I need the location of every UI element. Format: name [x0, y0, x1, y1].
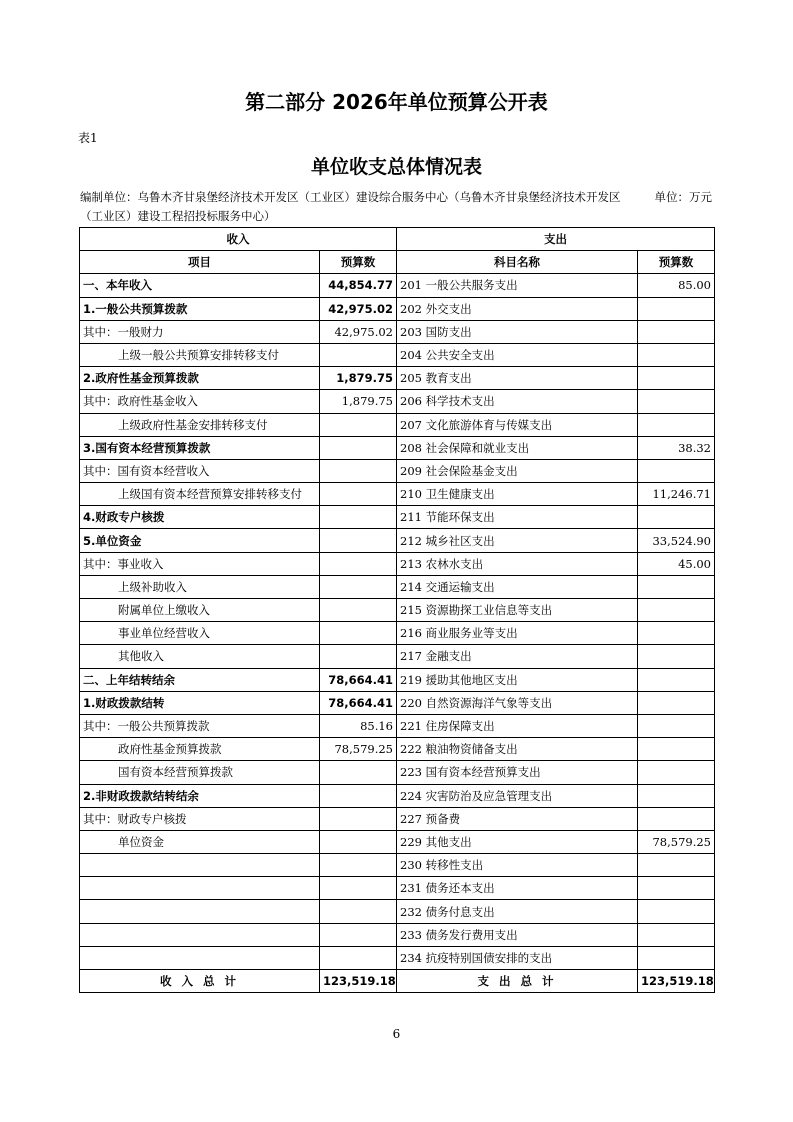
table-row — [80, 645, 715, 668]
expense-item: 223 国有资本经营预算支出 — [397, 761, 638, 784]
expense-value — [638, 738, 715, 761]
page-title: 第二部分 2026年单位预算公开表 — [245, 90, 548, 114]
income-value: 42,975.02 — [320, 320, 397, 343]
table-row — [80, 529, 715, 552]
expense-item: 204 公共安全支出 — [397, 343, 638, 366]
expense-item: 210 卫生健康支出 — [397, 483, 638, 506]
income-value — [320, 784, 397, 807]
expense-value — [638, 784, 715, 807]
expense-item: 215 资源勘探工业信息等支出 — [397, 599, 638, 622]
income-value: 44,854.77 — [320, 274, 397, 297]
income-value — [320, 506, 397, 529]
table-row — [80, 877, 715, 900]
expense-item: 212 城乡社区支出 — [397, 529, 638, 552]
expense-value — [638, 390, 715, 413]
expense-value — [638, 854, 715, 877]
table-row — [80, 946, 715, 969]
income-item — [80, 946, 320, 969]
expense-value — [638, 946, 715, 969]
table-row — [80, 900, 715, 923]
expense-item: 208 社会保障和就业支出 — [397, 436, 638, 459]
budget-table — [79, 227, 715, 993]
income-value — [320, 877, 397, 900]
expense-value — [638, 761, 715, 784]
income-item: 其中：事业收入 — [80, 552, 320, 575]
income-total-label: 收 入 总 计 — [80, 970, 320, 993]
expense-value: 85.00 — [638, 274, 715, 297]
table-row — [80, 274, 715, 297]
table-row — [80, 923, 715, 946]
table-row — [80, 552, 715, 575]
income-item: 其中：财政专户核拨 — [80, 807, 320, 830]
table-row — [80, 459, 715, 482]
expense-item: 214 交通运输支出 — [397, 575, 638, 598]
income-value — [320, 552, 397, 575]
expense-item: 209 社会保险基金支出 — [397, 459, 638, 482]
expense-item: 219 援助其他地区支出 — [397, 668, 638, 691]
income-value: 85.16 — [320, 714, 397, 737]
income-value: 78,664.41 — [320, 691, 397, 714]
income-value — [320, 807, 397, 830]
expense-value — [638, 506, 715, 529]
income-item: 其中：一般公共预算拨款 — [80, 714, 320, 737]
expense-value: 38.32 — [638, 436, 715, 459]
income-value — [320, 599, 397, 622]
income-item: 二、上年结转结余 — [80, 668, 320, 691]
expense-value — [638, 367, 715, 390]
expense-item: 216 商业服务业等支出 — [397, 622, 638, 645]
expense-value — [638, 714, 715, 737]
header-budget: 预算数 — [320, 251, 397, 274]
expense-value — [638, 923, 715, 946]
expense-item: 222 粮油物资储备支出 — [397, 738, 638, 761]
table-row — [80, 854, 715, 877]
expense-value: 78,579.25 — [638, 830, 715, 853]
income-value — [320, 854, 397, 877]
expense-item: 206 科学技术支出 — [397, 390, 638, 413]
income-item: 1.一般公共预算拨款 — [80, 297, 320, 320]
income-item: 单位资金 — [80, 830, 320, 853]
income-total-value: 123,519.18 — [320, 970, 397, 993]
table-row — [80, 784, 715, 807]
income-item: 政府性基金预算拨款 — [80, 738, 320, 761]
table-row — [80, 483, 715, 506]
expense-item: 202 外交支出 — [397, 297, 638, 320]
income-item: 其他收入 — [80, 645, 320, 668]
income-value — [320, 436, 397, 459]
income-value: 78,664.41 — [320, 668, 397, 691]
header-subject: 科目名称 — [397, 251, 638, 274]
expense-value — [638, 297, 715, 320]
table-row — [80, 320, 715, 343]
income-value — [320, 645, 397, 668]
income-item: 国有资本经营预算拨款 — [80, 761, 320, 784]
table-row — [80, 807, 715, 830]
table-row — [80, 761, 715, 784]
expense-item: 230 转移性支出 — [397, 854, 638, 877]
income-value — [320, 459, 397, 482]
table-number: 表1 — [78, 131, 98, 145]
table-row — [80, 830, 715, 853]
income-item: 上级一般公共预算安排转移支付 — [80, 343, 320, 366]
table-row — [80, 390, 715, 413]
expense-value — [638, 459, 715, 482]
income-value — [320, 575, 397, 598]
income-value — [320, 830, 397, 853]
income-item — [80, 854, 320, 877]
table-row — [80, 436, 715, 459]
expense-item: 229 其他支出 — [397, 830, 638, 853]
income-item: 其中：国有资本经营收入 — [80, 459, 320, 482]
table-row — [80, 343, 715, 366]
expense-value — [638, 599, 715, 622]
expense-item: 205 教育支出 — [397, 367, 638, 390]
expense-item: 207 文化旅游体育与传媒支出 — [397, 413, 638, 436]
income-value — [320, 761, 397, 784]
expense-value — [638, 343, 715, 366]
income-item: 其中：一般财力 — [80, 320, 320, 343]
expense-item: 233 债务发行费用支出 — [397, 923, 638, 946]
expense-total-label: 支 出 总 计 — [397, 970, 638, 993]
expense-item: 220 自然资源海洋气象等支出 — [397, 691, 638, 714]
income-item — [80, 923, 320, 946]
expense-value: 45.00 — [638, 552, 715, 575]
table-row — [80, 738, 715, 761]
income-item: 3.国有资本经营预算拨款 — [80, 436, 320, 459]
table-row — [80, 506, 715, 529]
income-value — [320, 900, 397, 923]
expense-item: 232 债务付息支出 — [397, 900, 638, 923]
income-value — [320, 483, 397, 506]
expense-value — [638, 622, 715, 645]
table-header-columns — [80, 251, 715, 274]
expense-item: 221 住房保障支出 — [397, 714, 638, 737]
expense-value: 33,524.90 — [638, 529, 715, 552]
income-value — [320, 529, 397, 552]
expense-item: 227 预备费 — [397, 807, 638, 830]
expense-value — [638, 807, 715, 830]
income-value: 42,975.02 — [320, 297, 397, 320]
expense-item: 203 国防支出 — [397, 320, 638, 343]
expense-item: 234 抗疫特别国债安排的支出 — [397, 946, 638, 969]
page-number: 6 — [392, 1027, 401, 1041]
income-item: 附属单位上缴收入 — [80, 599, 320, 622]
header-budget-expense: 预算数 — [638, 251, 715, 274]
header-expense: 支出 — [397, 228, 715, 251]
income-value: 78,579.25 — [320, 738, 397, 761]
table-row — [80, 413, 715, 436]
expense-item: 224 灾害防治及应急管理支出 — [397, 784, 638, 807]
income-item: 一、本年收入 — [80, 274, 320, 297]
expense-item: 211 节能环保支出 — [397, 506, 638, 529]
header-income: 收入 — [80, 228, 397, 251]
income-item — [80, 877, 320, 900]
expense-value — [638, 575, 715, 598]
income-value — [320, 923, 397, 946]
expense-value — [638, 668, 715, 691]
table-header-group — [80, 228, 715, 251]
unit-label: 单位：万元 — [654, 190, 712, 204]
expense-value — [638, 691, 715, 714]
header-item: 项目 — [80, 251, 320, 274]
table-row — [80, 668, 715, 691]
income-value — [320, 946, 397, 969]
table-row — [80, 367, 715, 390]
income-value — [320, 413, 397, 436]
table-row — [80, 691, 715, 714]
expense-value — [638, 877, 715, 900]
expense-item: 201 一般公共服务支出 — [397, 274, 638, 297]
income-value: 1,879.75 — [320, 390, 397, 413]
table-row — [80, 297, 715, 320]
income-item: 上级补助收入 — [80, 575, 320, 598]
income-item: 其中：政府性基金收入 — [80, 390, 320, 413]
income-item: 上级国有资本经营预算安排转移支付 — [80, 483, 320, 506]
expense-item: 213 农林水支出 — [397, 552, 638, 575]
income-item: 1.财政拨款结转 — [80, 691, 320, 714]
income-item: 事业单位经营收入 — [80, 622, 320, 645]
table-title: 单位收支总体情况表 — [310, 156, 482, 178]
income-item: 5.单位资金 — [80, 529, 320, 552]
income-item: 2.非财政拨款结转结余 — [80, 784, 320, 807]
expense-item: 231 债务还本支出 — [397, 877, 638, 900]
income-value — [320, 622, 397, 645]
income-item: 上级政府性基金安排转移支付 — [80, 413, 320, 436]
income-item: 2.政府性基金预算拨款 — [80, 367, 320, 390]
table-meta — [80, 188, 714, 226]
total-row — [80, 970, 715, 993]
income-value: 1,879.75 — [320, 367, 397, 390]
expense-item: 217 金融支出 — [397, 645, 638, 668]
expense-value: 11,246.71 — [638, 483, 715, 506]
income-item — [80, 900, 320, 923]
expense-value — [638, 645, 715, 668]
expense-value — [638, 900, 715, 923]
income-item: 4.财政专户核拨 — [80, 506, 320, 529]
table-row — [80, 714, 715, 737]
table-row — [80, 575, 715, 598]
org-label: 编制单位：乌鲁木齐甘泉堡经济技术开发区（工业区）建设综合服务中心（乌鲁木齐甘泉堡经济技术开发区（工业区）建设工程招投标服务中心） — [80, 190, 621, 223]
expense-value — [638, 413, 715, 436]
income-value — [320, 343, 397, 366]
expense-value — [638, 320, 715, 343]
expense-total-value: 123,519.18 — [638, 970, 715, 993]
table-row — [80, 599, 715, 622]
table-row — [80, 622, 715, 645]
